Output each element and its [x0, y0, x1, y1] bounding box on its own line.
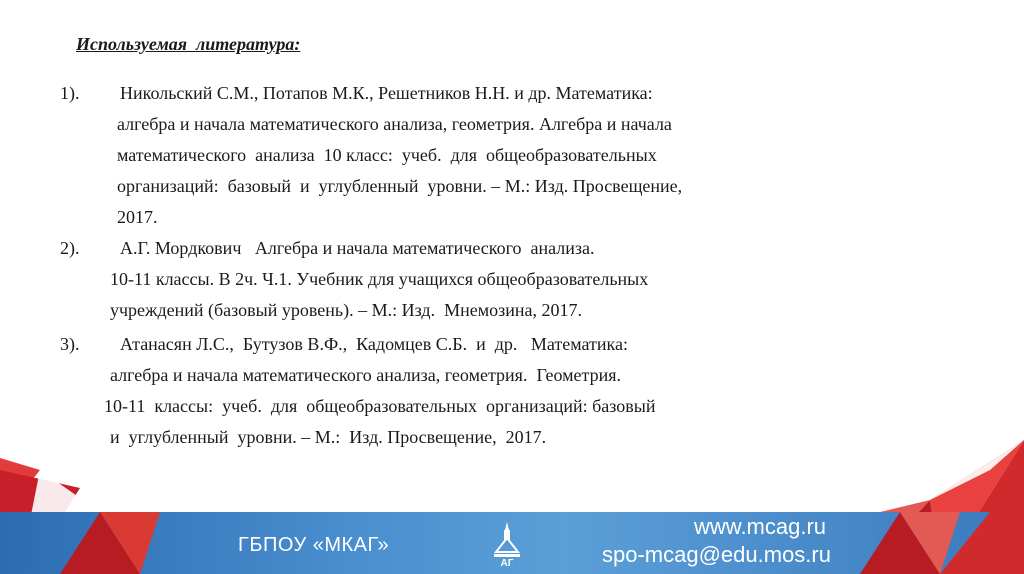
item-1-line-3: математического анализа 10 класс: учеб. для общеобразовательных	[117, 145, 657, 165]
item-3-line-2: алгебра и начала математического анализа, геометрия. Геометрия.	[110, 365, 622, 385]
mkag-tower-logo-icon	[490, 522, 524, 568]
item-2-line-1: А.Г. Мордкович Алгебра и начала математического анализа.	[120, 238, 595, 258]
item-2-marker: 2).	[60, 238, 80, 258]
organization-name: ГБПОУ «МКАГ»	[238, 534, 390, 556]
item-1-marker: 1).	[60, 83, 80, 103]
email-link[interactable]: spo-mcag@edu.mos.ru	[602, 542, 831, 567]
item-2-line-2: 10-11 классы. В 2ч. Ч.1. Учебник для учащихся общеобразовательных	[110, 269, 649, 289]
item-3-line-4: и углубленный уровни. – М.: Изд. Просвещение, 2017.	[110, 427, 547, 447]
item-2-line-3: учреждений (базовый уровень). – М.: Изд. Мнемозина, 2017.	[110, 300, 582, 320]
item-1-line-1: Никольский С.М., Потапов М.К., Решетников Н.Н. и др. Математика:	[120, 83, 653, 103]
item-1-line-2: алгебра и начала математического анализа, геометрия. Алгебра и начала	[117, 114, 672, 134]
references-heading: Используемая литература:	[76, 34, 301, 54]
svg-text:АГ: АГ	[500, 558, 514, 568]
item-1-line-5: 2017.	[117, 207, 158, 227]
item-3-marker: 3).	[60, 334, 80, 354]
item-3-line-1: Атанасян Л.С., Бутузов В.Ф., Кадомцев С.Б. и др. Математика:	[120, 334, 629, 354]
item-1-line-4: организаций: базовый и углубленный уровни. – М.: Изд. Просвещение,	[117, 176, 683, 196]
website-link[interactable]: www.mcag.ru	[694, 514, 827, 539]
item-3-line-3: 10-11 классы: учеб. для общеобразовательных организаций: базовый	[104, 396, 656, 416]
